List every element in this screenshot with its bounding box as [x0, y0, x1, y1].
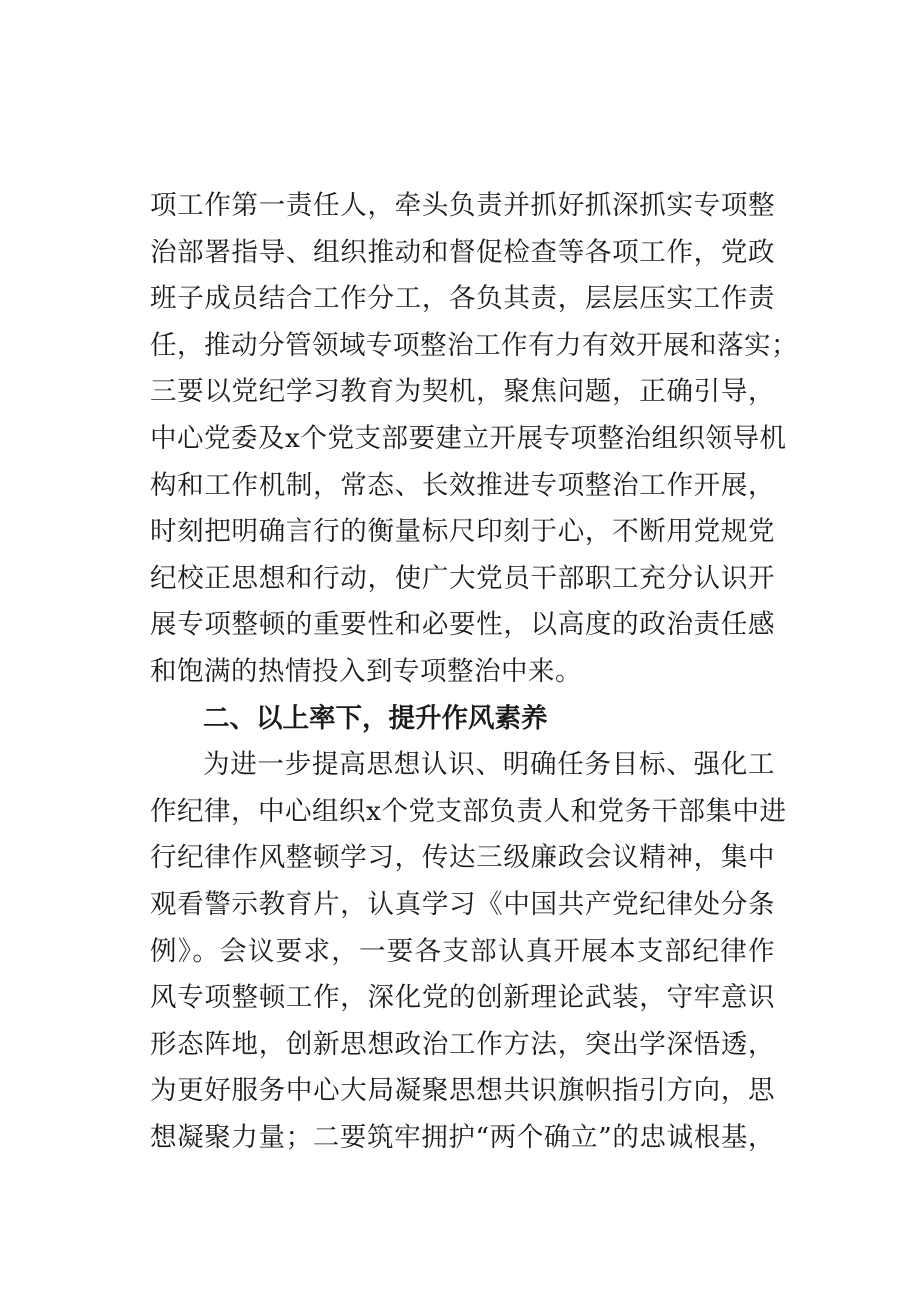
paragraph-line: 治部署指导、组织推动和督促检查等各项工作，党政	[150, 236, 775, 268]
paragraph-line: 形态阵地，创新思想政治工作方法，突出学深悟透，	[150, 1028, 775, 1060]
paragraph-line: 任，推动分管领域专项整治工作有力有效开展和落实；	[150, 329, 798, 361]
paragraph-line: 班子成员结合工作分工，各负其责，层层压实工作责	[150, 283, 775, 315]
paragraph-line: 为进一步提高思想认识、明确任务目标、强化工	[203, 749, 775, 781]
paragraph-line: 例》。会议要求，一要各支部认真开展本支部纪律作	[150, 935, 775, 967]
paragraph-line: 风专项整顿工作，深化党的创新理论武装，守牢意识	[150, 982, 775, 1014]
paragraph-line: 中心党委及x个党支部要建立开展专项整治组织领导机	[150, 422, 787, 454]
paragraph-line: 构和工作机制，常态、长效推进专项整治工作开展，	[150, 469, 775, 501]
section-heading: 二、以上率下，提升作风素养	[203, 702, 548, 734]
paragraph-line: 为更好服务中心大局凝聚思想共识旗帜指引方向，思	[150, 1075, 775, 1107]
paragraph-line: 观看警示教育片，认真学习《中国共产党纪律处分条	[150, 888, 775, 920]
paragraph-line: 时刻把明确言行的衡量标尺印刻于心，不断用党规党	[150, 516, 775, 548]
paragraph-line: 纪校正思想和行动，使广大党员干部职工充分认识开	[150, 562, 775, 594]
paragraph-line: 想凝聚力量；二要筑牢拥护“两个确立”的忠诚根基，	[150, 1121, 775, 1153]
paragraph-line: 作纪律，中心组织x个党支部负责人和党务干部集中进	[150, 795, 787, 827]
paragraph-line: 项工作第一责任人，牵头负责并抓好抓深抓实专项整	[150, 190, 775, 221]
paragraph-line: 展专项整顿的重要性和必要性，以高度的政治责任感	[150, 609, 775, 641]
paragraph-line: 和饱满的热情投入到专项整治中来。	[150, 655, 582, 687]
body-text	[150, 183, 798, 1161]
paragraph-line: 三要以党纪学习教育为契机，聚焦问题，正确引导，	[150, 376, 775, 408]
paragraph-line: 行纪律作风整顿学习，传达三级廉政会议精神，集中	[150, 842, 775, 874]
